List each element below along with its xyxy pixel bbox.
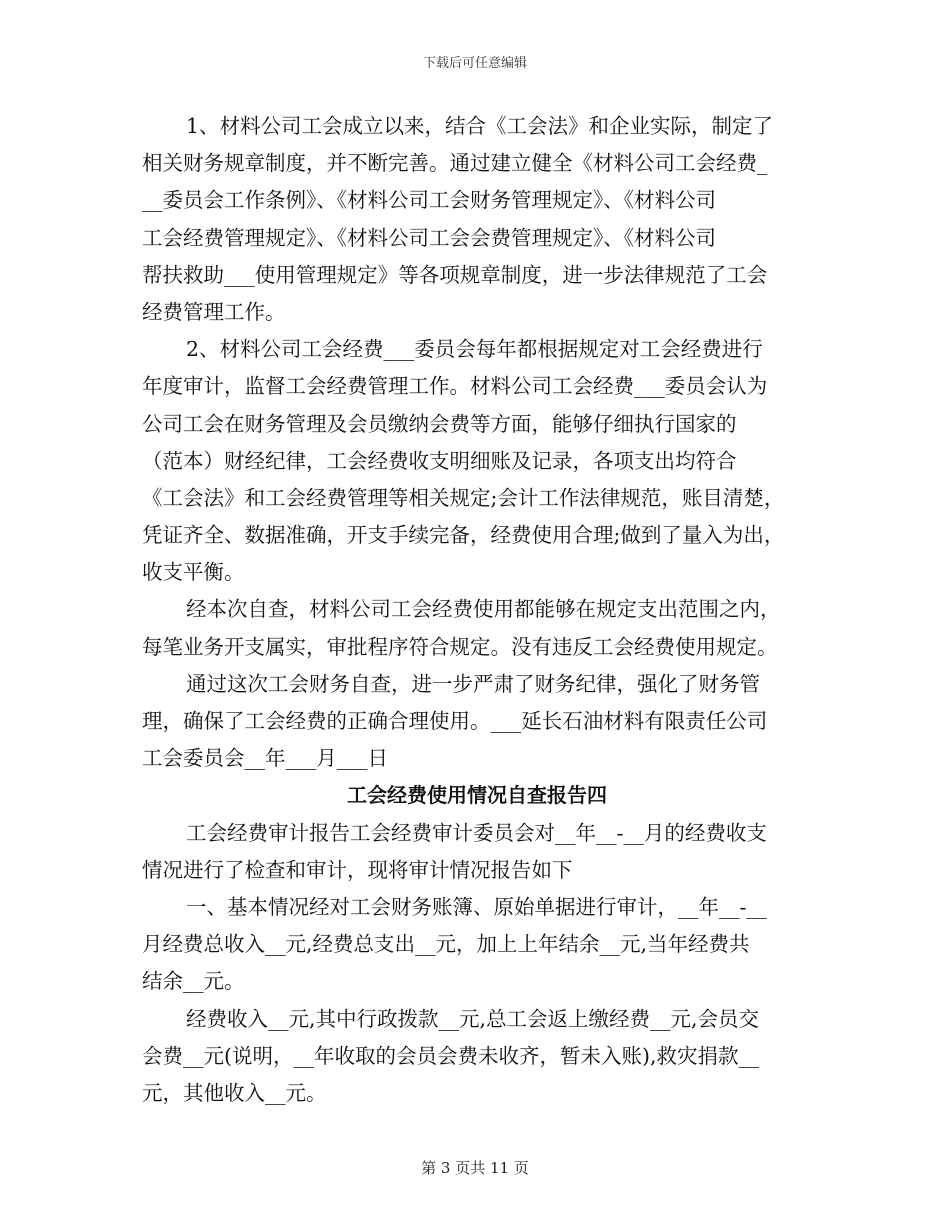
body-line: 会费__元(说明，__年收取的会员会费未收齐，暂未入账),救灾捐款__	[142, 1043, 760, 1068]
body-line: 经本次自查，材料公司工会经费使用都能够在规定支出范围之内，	[186, 597, 781, 622]
body-line: 帮扶救助___使用管理规定》等各项规章制度，进一步法律规范了工会	[142, 262, 768, 287]
body-line: 相关财务规章制度，并不断完善。通过建立健全《材料公司工会经费_	[142, 151, 768, 176]
body-line: 理，确保了工会经费的正确合理使用。___延长石油材料有限责任公司	[142, 709, 768, 733]
body-line: 一、基本情况经对工会财务账簿、原始单据进行审计，__年__-__	[186, 894, 767, 919]
body-line: 1、材料公司工会成立以来，结合《工会法》和企业实际，制定了	[186, 114, 774, 138]
body-line: 工会委员会__年___月___日	[142, 746, 388, 771]
page-footer: 第 3 页共 11 页	[421, 1159, 529, 1177]
body-line: 凭证齐全、数据准确，开支手续完备，经费使用合理;做到了量入为出，	[142, 523, 785, 548]
body-line: 《工会法》和工会经费管理等相关规定;会计工作法律规范，账目清楚，	[142, 485, 785, 510]
body-line: 2、材料公司工会经费___委员会每年都根据规定对工会经费进行	[186, 337, 763, 362]
page-header: 下载后可任意编辑	[422, 56, 527, 71]
body-line: （范本）财经纪律，工会经费收支明细账及记录，各项支出均符合	[142, 448, 737, 473]
body-line: 工会经费审计报告工会经费审计委员会对__年__-__月的经费收支	[186, 820, 767, 845]
body-line: 工会经费管理规定》、《材料公司工会会费管理规定》、《材料公司	[142, 225, 716, 250]
body-line: 元，其他收入__元。	[142, 1080, 327, 1105]
body-line: 公司工会在财务管理及会员缴纳会费等方面，能够仔细执行国家的	[142, 411, 737, 436]
body-line: 年度审计，监督工会经费管理工作。材料公司工会经费___委员会认为	[142, 374, 768, 399]
body-line: 每笔业务开支属实，审批程序符合规定。没有违反工会经费使用规定。	[142, 634, 778, 659]
body-line: __委员会工作条例》、《材料公司工会财务管理规定》、《材料公司	[142, 188, 716, 213]
body-line: 经费管理工作。	[142, 299, 286, 324]
body-line: 通过这次工会财务自查，进一步严肃了财务纪律，强化了财务管	[186, 671, 760, 696]
body-line: 月经费总收入__元,经费总支出__元，加上上年结余__元,当年经费共	[142, 932, 750, 957]
body-line: 收支平衡。	[142, 560, 245, 585]
body-line: 情况进行了检查和审计，现将审计情况报告如下	[142, 857, 573, 882]
body-line: 经费收入__元,其中行政拨款__元,总工会返上缴经费__元,会员交	[186, 1006, 760, 1031]
body-line: 结余__元。	[142, 969, 245, 994]
document-body	[142, 108, 812, 1112]
section-heading: 工会经费使用情况自查报告四	[347, 783, 607, 808]
